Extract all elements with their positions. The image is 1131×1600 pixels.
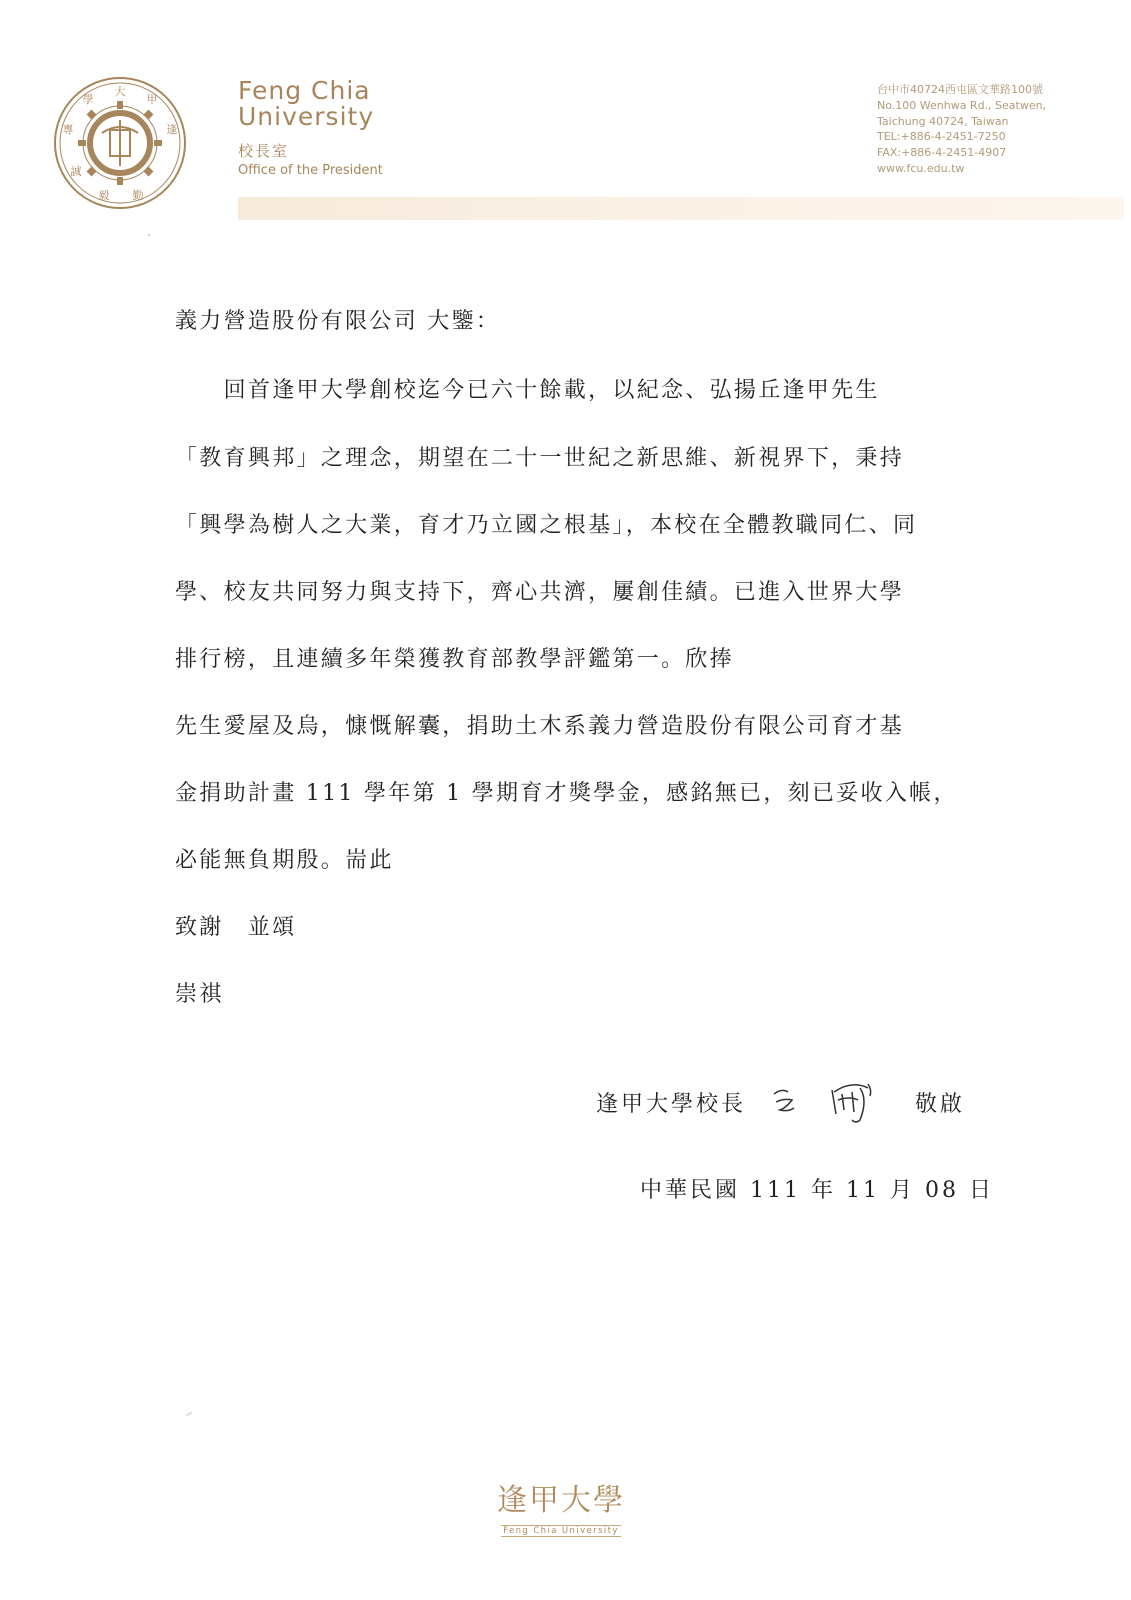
svg-text:誠: 誠 [70,165,82,178]
letter-line: 「興學為樹人之大業，育才乃立國之根基」，本校在全體教職同仁、同 [175,513,918,538]
letter-salutation: 崇祺 [175,982,224,1007]
footer-logo-zh: 逢甲大學 [497,1483,625,1518]
office-name-zh: 校長室 [238,142,290,160]
footer-logo [495,1484,627,1537]
svg-text:學: 學 [82,93,94,106]
letterhead-brand [238,78,383,178]
letter-closing: 致謝 並頌 [175,915,297,940]
address-line: 台中市40724西屯區文華路100號 [877,83,1043,96]
letter-line: 金捐助計畫 111 學年第 1 學期育才獎學金，感銘無已，刻已妥收入帳， [175,781,958,806]
university-seal-logo [52,75,188,211]
scan-speck [148,234,150,236]
letter-line: 「教育興邦」之理念，期望在二十一世紀之新思維、新視界下，秉持 [175,446,905,471]
address-line: No.100 Wenhwa Rd., Seatwen, [877,98,1047,112]
address-line: Taichung 40724, Taiwan [877,114,1009,128]
address-line: FAX:+886-4-2451-4907 [877,146,1007,160]
svg-text:大: 大 [114,85,126,98]
address-line: TEL:+886-4-2451-7250 [877,130,1006,144]
letter-addressee: 義力營造股份有限公司 大鑒： [175,309,501,334]
letter-line: 排行榜，且連續多年榮獲教育部教學評鑑第一。欣捧 [175,647,734,672]
svg-text:專: 專 [62,123,74,136]
svg-text:毅: 毅 [98,189,110,202]
signature-closing: 敬啟 [915,1092,966,1117]
letter-line: 必能無負期殷。耑此 [175,848,394,873]
svg-text:逢: 逢 [166,123,178,136]
university-name-line-1: Feng Chia [238,76,371,105]
letter-line: 回首逢甲大學創校迄今已六十餘載，以紀念、弘揚丘逢甲先生 [175,378,880,403]
letter-line: 學、校友共同努力與支持下，齊心共濟，屢創佳績。已進入世界大學 [175,580,905,605]
letter-line: 先生愛屋及烏，慷慨解囊，捐助土木系義力營造股份有限公司育才基 [175,714,905,739]
svg-text:甲: 甲 [146,93,158,106]
address-line: www.fcu.edu.tw [877,161,965,175]
office-name-en: Office of the President [238,163,383,178]
handwritten-signature [772,1070,912,1130]
letter-date: 中華民國 111 年 11 月 08 日 [640,1178,994,1203]
university-name-line-2: University [238,102,375,131]
signature-title: 逢甲大學校長 [596,1092,747,1117]
svg-text:勤: 勤 [132,189,144,202]
scan-mark [186,1411,192,1416]
letterhead-address [877,82,1046,177]
footer-logo-en: Feng Chia University [503,1526,619,1536]
letterhead-band [238,197,1124,220]
